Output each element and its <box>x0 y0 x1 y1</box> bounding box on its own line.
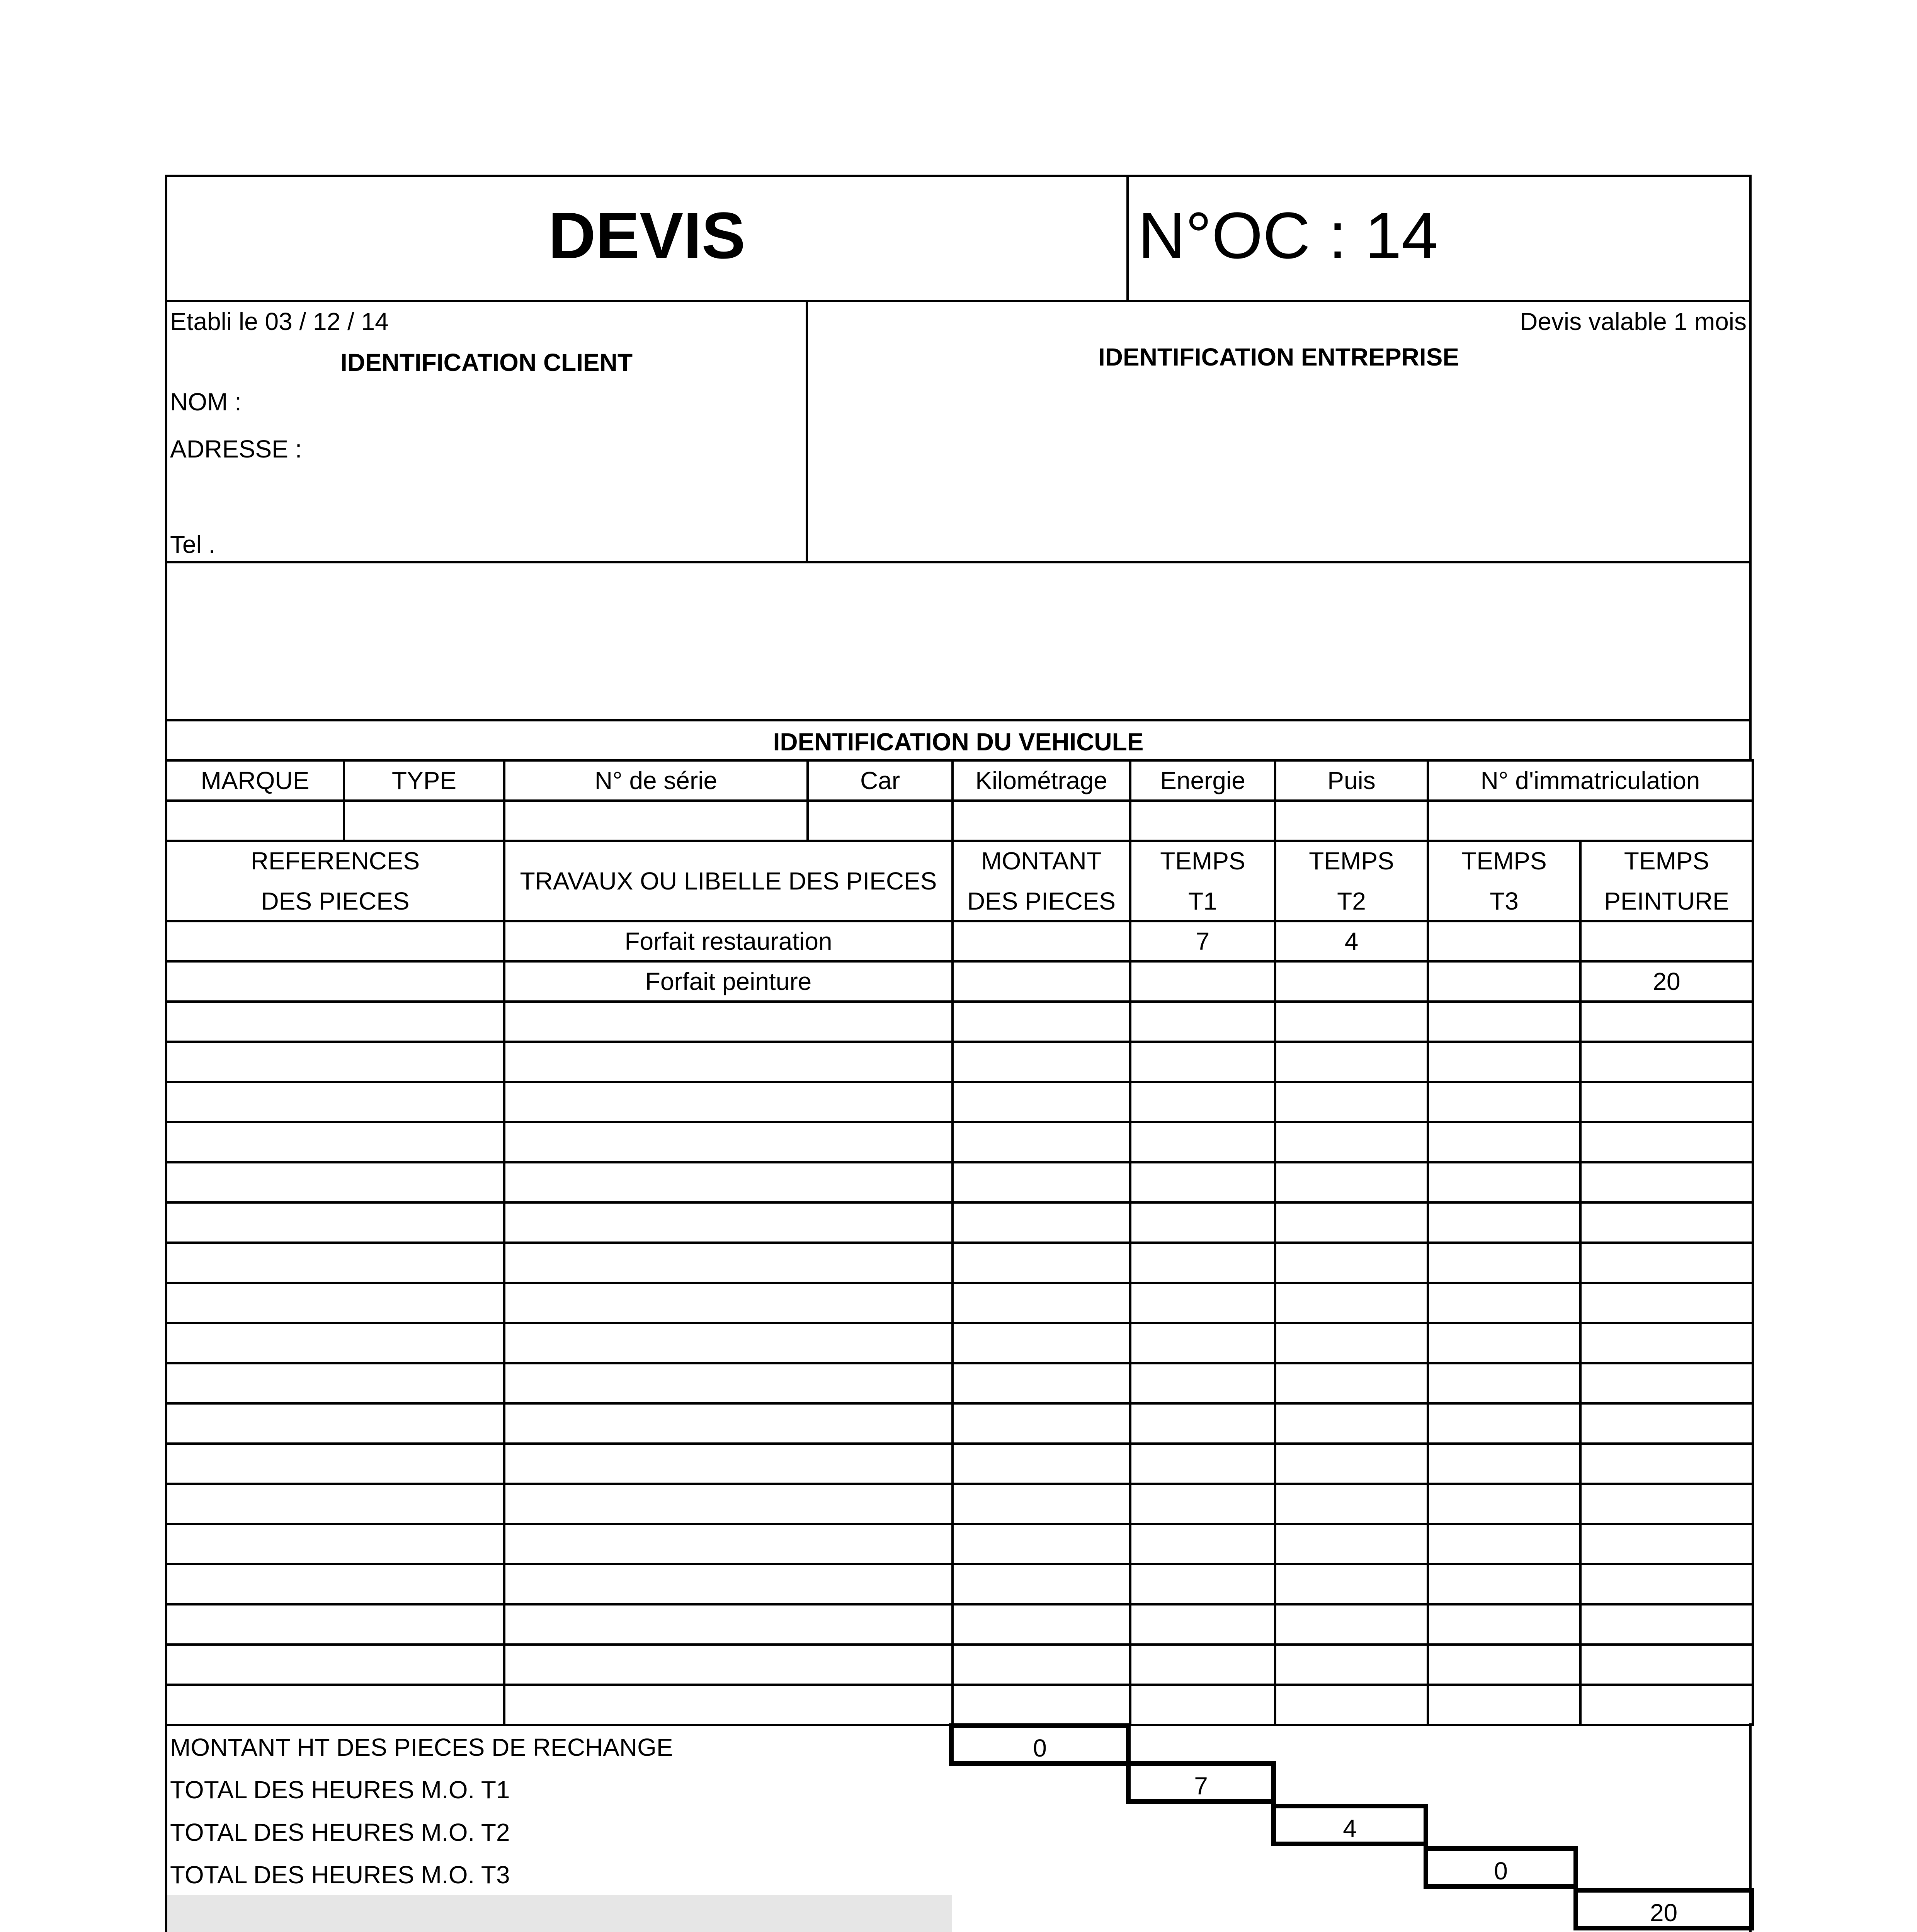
works-header-row <box>166 841 1753 921</box>
works-peinture-cell[interactable] <box>1580 1403 1753 1444</box>
works-ref-cell[interactable] <box>166 1484 504 1524</box>
ident-right-border <box>1749 300 1752 566</box>
works-ref-cell[interactable] <box>166 1323 504 1363</box>
works-t2-cell[interactable] <box>1275 1363 1428 1403</box>
works-amount-cell[interactable] <box>953 1484 1130 1524</box>
works-t2-cell[interactable] <box>1275 1122 1428 1162</box>
works-peinture-cell[interactable] <box>1580 1283 1753 1323</box>
works-amount-cell[interactable] <box>953 1363 1130 1403</box>
vehicle-col-marque: MARQUE <box>166 760 344 801</box>
vehicle-table <box>165 759 1754 842</box>
works-t3-cell[interactable] <box>1428 1564 1580 1604</box>
vehicle-col-car: Car <box>808 760 953 801</box>
works-t1-cell[interactable] <box>1130 1042 1275 1082</box>
works-ref-cell[interactable] <box>166 961 504 1002</box>
works-peinture-cell[interactable] <box>1580 921 1753 961</box>
works-t3-cell[interactable] <box>1428 921 1580 961</box>
works-t1-cell[interactable] <box>1130 1002 1275 1042</box>
works-row <box>166 1323 1753 1363</box>
works-t3-cell[interactable] <box>1428 1122 1580 1162</box>
vehicle-col-type: TYPE <box>344 760 504 801</box>
client-tel-label: Tel . <box>170 531 216 558</box>
works-peinture-cell[interactable] <box>1580 1444 1753 1484</box>
vehicle-car-cell[interactable] <box>808 801 953 841</box>
works-t1-cell[interactable] <box>1130 1685 1275 1725</box>
company-heading: IDENTIFICATION ENTREPRISE <box>1098 343 1459 371</box>
works-row <box>166 1002 1753 1042</box>
works-row <box>166 1444 1753 1484</box>
works-t2-cell[interactable] <box>1275 1202 1428 1243</box>
works-t3-cell[interactable] <box>1428 1002 1580 1042</box>
works-col-t2: TEMPS T2 <box>1275 841 1428 921</box>
works-amount-cell[interactable] <box>953 1122 1130 1162</box>
works-col-label: TRAVAUX OU LIBELLE DES PIECES <box>504 841 953 921</box>
works-amount-cell[interactable] <box>953 1082 1130 1122</box>
works-row <box>166 1162 1753 1202</box>
works-label-cell[interactable] <box>504 1002 953 1042</box>
ident-left-border <box>165 300 167 566</box>
works-t1-cell[interactable] <box>1130 961 1275 1002</box>
works-row <box>166 1564 1753 1604</box>
works-row <box>166 1243 1753 1283</box>
works-row <box>166 1363 1753 1403</box>
works-label-cell[interactable] <box>504 1243 953 1283</box>
client-heading: IDENTIFICATION CLIENT <box>340 349 633 376</box>
works-amount-cell[interactable] <box>953 1042 1130 1082</box>
works-ref-cell[interactable] <box>166 1645 504 1685</box>
works-t3-cell[interactable] <box>1428 1645 1580 1685</box>
works-ref-cell[interactable] <box>166 1042 504 1082</box>
works-t2-cell[interactable] <box>1275 1604 1428 1645</box>
vehicle-type-cell[interactable] <box>344 801 504 841</box>
works-amount-cell[interactable] <box>953 961 1130 1002</box>
vehicle-value-row <box>166 801 1753 841</box>
established-date: Etabli le 03 / 12 / 14 <box>170 308 389 335</box>
works-label-cell[interactable] <box>504 1363 953 1403</box>
works-row <box>166 1122 1753 1162</box>
client-address-label: ADRESSE : <box>170 435 302 463</box>
works-peinture-cell[interactable] <box>1580 1484 1753 1524</box>
works-peinture-cell[interactable] <box>1580 1604 1753 1645</box>
works-row <box>166 1524 1753 1564</box>
works-t2-cell[interactable] <box>1275 1243 1428 1283</box>
vehicle-col-serial: N° de série <box>504 760 808 801</box>
works-amount-cell[interactable] <box>953 1002 1130 1042</box>
works-amount-cell[interactable] <box>953 1283 1130 1323</box>
vehicle-right-border <box>1749 719 1752 762</box>
works-label-cell[interactable] <box>504 1403 953 1444</box>
works-peinture-cell[interactable] <box>1580 1082 1753 1122</box>
vehicle-heading: IDENTIFICATION DU VEHICULE <box>773 728 1144 756</box>
works-t1-cell[interactable] <box>1130 1645 1275 1685</box>
works-amount-cell[interactable] <box>953 1323 1130 1363</box>
works-t1-cell[interactable] <box>1130 1202 1275 1243</box>
works-peinture-cell[interactable] <box>1580 1162 1753 1202</box>
works-t3-cell[interactable] <box>1428 1403 1580 1444</box>
works-t3-cell[interactable] <box>1428 1283 1580 1323</box>
works-t1-cell[interactable] <box>1130 1082 1275 1122</box>
works-peinture-cell[interactable] <box>1580 1122 1753 1162</box>
works-label-cell[interactable]: Forfait restauration <box>504 921 953 961</box>
works-label-cell[interactable] <box>504 1122 953 1162</box>
works-row <box>166 1202 1753 1243</box>
order-number: N°OC : 14 <box>1138 199 1438 272</box>
t3-total-value: 0 <box>1494 1857 1508 1885</box>
works-amount-cell[interactable] <box>953 1604 1130 1645</box>
works-t2-cell[interactable] <box>1275 1685 1428 1725</box>
works-label-cell[interactable] <box>504 1162 953 1202</box>
works-t3-cell[interactable] <box>1428 1162 1580 1202</box>
works-peinture-cell[interactable] <box>1580 1363 1753 1403</box>
works-ref-cell[interactable] <box>166 1243 504 1283</box>
works-peinture-cell[interactable] <box>1580 1564 1753 1604</box>
works-t1-cell[interactable] <box>1130 1484 1275 1524</box>
works-label-cell[interactable] <box>504 1444 953 1484</box>
t3-total-label: TOTAL DES HEURES M.O. T3 <box>170 1861 510 1889</box>
paint-total-value: 20 <box>1650 1899 1678 1927</box>
works-t3-cell[interactable] <box>1428 1243 1580 1283</box>
works-label-cell[interactable] <box>504 1082 953 1122</box>
works-t2-cell[interactable] <box>1275 1283 1428 1323</box>
works-amount-cell[interactable] <box>953 921 1130 961</box>
t2-total-value: 4 <box>1343 1815 1357 1842</box>
vehicle-marque-cell[interactable] <box>166 801 344 841</box>
works-t1-cell[interactable] <box>1130 1403 1275 1444</box>
ident-divider <box>806 300 808 563</box>
works-row <box>166 1484 1753 1524</box>
works-t2-cell[interactable] <box>1275 961 1428 1002</box>
works-t1-cell[interactable] <box>1130 1243 1275 1283</box>
works-ref-cell[interactable] <box>166 1122 504 1162</box>
works-peinture-cell[interactable] <box>1580 1243 1753 1283</box>
works-amount-cell[interactable] <box>953 1685 1130 1725</box>
works-col-t3: TEMPS T3 <box>1428 841 1580 921</box>
works-ref-cell[interactable] <box>166 1082 504 1122</box>
works-label-cell[interactable] <box>504 1484 953 1524</box>
works-t3-cell[interactable] <box>1428 1524 1580 1564</box>
works-peinture-cell[interactable] <box>1580 1202 1753 1243</box>
works-row <box>166 1082 1753 1122</box>
works-label-cell[interactable] <box>504 1645 953 1685</box>
works-t2-cell[interactable] <box>1275 1162 1428 1202</box>
works-label-cell[interactable] <box>504 1283 953 1323</box>
works-peinture-cell[interactable] <box>1580 1645 1753 1685</box>
works-amount-cell[interactable] <box>953 1202 1130 1243</box>
works-t3-cell[interactable] <box>1428 1604 1580 1645</box>
parts-total-label: MONTANT HT DES PIECES DE RECHANGE <box>170 1733 673 1761</box>
works-t1-cell[interactable] <box>1130 1524 1275 1564</box>
works-ref-cell[interactable] <box>166 1002 504 1042</box>
works-peinture-cell[interactable] <box>1580 1042 1753 1082</box>
client-name-label: NOM : <box>170 388 242 416</box>
works-t2-cell[interactable] <box>1275 1524 1428 1564</box>
works-ref-cell[interactable] <box>166 1403 504 1444</box>
works-col-amount: MONTANT DES PIECES <box>953 841 1130 921</box>
works-t1-cell[interactable] <box>1130 1444 1275 1484</box>
works-t1-cell[interactable] <box>1130 1283 1275 1323</box>
works-ref-cell[interactable] <box>166 1162 504 1202</box>
works-row <box>166 921 1753 961</box>
works-amount-cell[interactable] <box>953 1243 1130 1283</box>
works-t3-cell[interactable] <box>1428 1363 1580 1403</box>
page-title: DEVIS <box>548 199 746 272</box>
works-col-peinture: TEMPS PEINTURE <box>1580 841 1753 921</box>
works-peinture-cell[interactable]: 20 <box>1580 961 1753 1002</box>
works-t1-cell[interactable] <box>1130 1363 1275 1403</box>
works-ref-cell[interactable] <box>166 1363 504 1403</box>
works-ref-cell[interactable] <box>166 1564 504 1604</box>
works-label-cell[interactable] <box>504 1564 953 1604</box>
works-label-cell[interactable] <box>504 1042 953 1082</box>
works-t2-cell[interactable] <box>1275 1002 1428 1042</box>
works-label-cell[interactable] <box>504 1524 953 1564</box>
works-row <box>166 1403 1753 1444</box>
vehicle-power-cell[interactable] <box>1275 801 1428 841</box>
works-ref-cell[interactable] <box>166 1444 504 1484</box>
works-row <box>166 1283 1753 1323</box>
works-t3-cell[interactable] <box>1428 1082 1580 1122</box>
works-ref-cell[interactable] <box>166 1283 504 1323</box>
vehicle-col-registration: N° d'immatriculation <box>1428 760 1753 801</box>
works-t1-cell[interactable] <box>1130 1122 1275 1162</box>
works-t3-cell[interactable] <box>1428 1444 1580 1484</box>
works-ref-cell[interactable] <box>166 1524 504 1564</box>
vehicle-mileage-cell[interactable] <box>953 801 1130 841</box>
totals-shaded-band <box>167 1895 952 1932</box>
works-t2-cell[interactable] <box>1275 1645 1428 1685</box>
works-row <box>166 1042 1753 1082</box>
works-peinture-cell[interactable] <box>1580 1323 1753 1363</box>
blank-right-border <box>1749 561 1752 721</box>
works-t3-cell[interactable] <box>1428 1685 1580 1725</box>
works-t1-cell[interactable] <box>1130 1564 1275 1604</box>
vehicle-col-energy: Energie <box>1130 760 1275 801</box>
vehicle-col-mileage: Kilométrage <box>953 760 1130 801</box>
works-label-cell[interactable] <box>504 1323 953 1363</box>
works-amount-cell[interactable] <box>953 1524 1130 1564</box>
t1-total-value: 7 <box>1194 1772 1208 1800</box>
works-row <box>166 1685 1753 1725</box>
works-t2-cell[interactable] <box>1275 1484 1428 1524</box>
vehicle-energy-cell[interactable] <box>1130 801 1275 841</box>
works-t1-cell[interactable] <box>1130 1323 1275 1363</box>
works-t1-cell[interactable] <box>1130 1604 1275 1645</box>
header-divider <box>1126 175 1129 302</box>
t1-total-label: TOTAL DES HEURES M.O. T1 <box>170 1776 510 1804</box>
works-ref-cell[interactable] <box>166 1685 504 1725</box>
vehicle-serial-cell[interactable] <box>504 801 808 841</box>
ident-bottom-line <box>165 561 1752 563</box>
works-t1-cell[interactable] <box>1130 1162 1275 1202</box>
t2-total-label: TOTAL DES HEURES M.O. T2 <box>170 1818 510 1846</box>
works-amount-cell[interactable] <box>953 1444 1130 1484</box>
works-label-cell[interactable] <box>504 1604 953 1645</box>
works-ref-cell[interactable] <box>166 1202 504 1243</box>
works-table <box>165 840 1754 1726</box>
works-ref-cell[interactable] <box>166 921 504 961</box>
works-amount-cell[interactable] <box>953 1564 1130 1604</box>
works-col-t1: TEMPS T1 <box>1130 841 1275 921</box>
works-t2-cell[interactable] <box>1275 1323 1428 1363</box>
works-col-references: REFERENCES DES PIECES <box>166 841 504 921</box>
works-peinture-cell[interactable] <box>1580 1685 1753 1725</box>
works-t3-cell[interactable] <box>1428 1484 1580 1524</box>
works-row <box>166 1604 1753 1645</box>
works-amount-cell[interactable] <box>953 1403 1130 1444</box>
works-label-cell[interactable] <box>504 1202 953 1243</box>
works-t2-cell[interactable] <box>1275 1082 1428 1122</box>
works-amount-cell[interactable] <box>953 1162 1130 1202</box>
works-ref-cell[interactable] <box>166 1604 504 1645</box>
works-peinture-cell[interactable] <box>1580 1002 1753 1042</box>
works-t2-cell[interactable] <box>1275 1564 1428 1604</box>
vehicle-registration-cell[interactable] <box>1428 801 1753 841</box>
works-row <box>166 961 1753 1002</box>
works-t1-cell[interactable]: 7 <box>1130 921 1275 961</box>
blank-left-border <box>165 561 167 721</box>
works-label-cell[interactable] <box>504 1685 953 1725</box>
works-t2-cell[interactable] <box>1275 1403 1428 1444</box>
works-t3-cell[interactable] <box>1428 1202 1580 1243</box>
blank-bottom-line <box>165 719 1752 721</box>
works-t2-cell[interactable] <box>1275 1444 1428 1484</box>
works-peinture-cell[interactable] <box>1580 1524 1753 1564</box>
works-t2-cell[interactable]: 4 <box>1275 921 1428 961</box>
works-row <box>166 1645 1753 1685</box>
works-amount-cell[interactable] <box>953 1645 1130 1685</box>
vehicle-col-power: Puis <box>1275 760 1428 801</box>
works-t3-cell[interactable] <box>1428 961 1580 1002</box>
works-t3-cell[interactable] <box>1428 1042 1580 1082</box>
works-t2-cell[interactable] <box>1275 1042 1428 1082</box>
parts-total-value: 0 <box>1033 1734 1047 1762</box>
validity-note: Devis valable 1 mois <box>1520 308 1747 335</box>
works-label-cell[interactable]: Forfait peinture <box>504 961 953 1002</box>
works-t3-cell[interactable] <box>1428 1323 1580 1363</box>
